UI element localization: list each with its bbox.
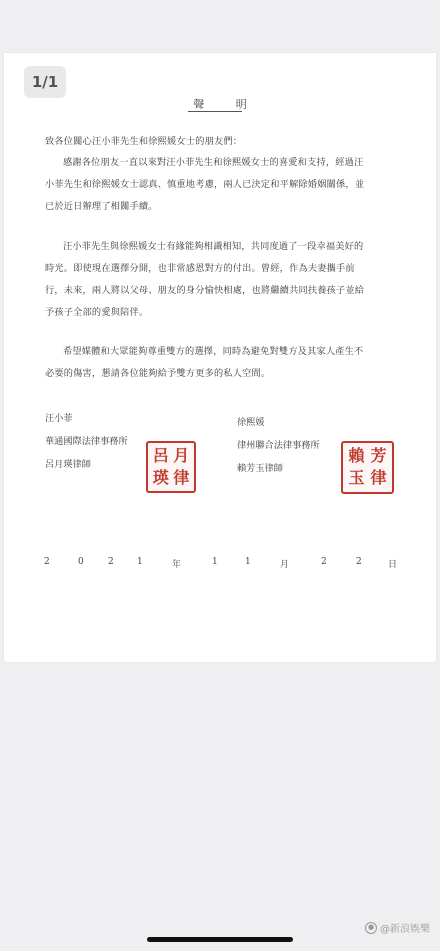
date-char: 0 xyxy=(78,557,84,567)
lawyer-name: 賴芳玉律師 xyxy=(237,463,283,474)
paragraph-1 xyxy=(45,152,401,218)
paragraph-line: 小菲先生和徐熙媛女士認真、慎重地考慮，兩人已決定和平解除婚姻關係，並 xyxy=(45,179,365,190)
date-char: 1 xyxy=(245,557,251,567)
date-char: 1 xyxy=(137,557,143,567)
date-char: 月 xyxy=(280,560,290,570)
seal-char: 呂 xyxy=(152,446,169,465)
weibo-logo-icon: ● xyxy=(365,922,377,934)
paragraph-2 xyxy=(45,236,401,324)
seal-char: 律 xyxy=(173,467,190,487)
paragraph-3 xyxy=(45,341,401,385)
date-char: 2 xyxy=(356,557,362,567)
seal-char: 玉 xyxy=(348,468,365,487)
seal-char: 律 xyxy=(370,468,387,487)
signatory-right xyxy=(237,411,320,480)
date-char: 日 xyxy=(388,560,398,570)
paragraph-line: 已於近日辦理了相關手續。 xyxy=(45,201,158,212)
page-indicator: 1/1 xyxy=(24,66,66,98)
document-title: 聲 明 xyxy=(193,98,261,111)
lawyer-seal-right xyxy=(341,441,394,494)
law-firm: 律州聯合法律事務所 xyxy=(237,440,320,451)
paragraph-line: 感謝各位朋友一直以來對汪小菲先生和徐熙媛女士的喜愛和支持，經過汪 xyxy=(63,157,364,168)
watermark-text: @新浪娛樂 xyxy=(380,924,430,935)
date-char: 2 xyxy=(108,557,114,567)
signatory-left xyxy=(45,407,128,476)
paragraph-line: 行，未來，兩人將以父母、朋友的身分愉快相處，也將繼續共同扶養孩子並給 xyxy=(45,285,365,296)
seal-char: 芳 xyxy=(370,446,387,465)
date-char: 1 xyxy=(212,557,218,567)
paragraph-line: 時光。即使現在選擇分開，也非常感恩對方的付出。曾經，作為夫妻攜手前 xyxy=(45,263,355,274)
home-indicator[interactable] xyxy=(147,937,293,942)
date-char: 2 xyxy=(321,557,327,567)
signatory-name: 汪小菲 xyxy=(45,413,73,424)
lawyer-seal-left xyxy=(146,441,196,493)
document-date xyxy=(40,557,400,573)
paragraph-line: 希望媒體和大眾能夠尊重雙方的選擇，同時為避免對雙方及其家人產生不 xyxy=(63,346,364,357)
law-firm: 華通國際法律事務所 xyxy=(45,436,128,447)
date-char: 2 xyxy=(44,557,50,567)
seal-char: 瑛 xyxy=(152,467,169,487)
salutation: 致各位關心汪小菲先生和徐熙媛女士的朋友們： xyxy=(45,136,243,147)
title-underline xyxy=(188,111,242,112)
date-char: 年 xyxy=(172,560,182,570)
paragraph-line: 予孩子全部的愛與陪伴。 xyxy=(45,307,149,318)
seal-char: 賴 xyxy=(348,446,365,465)
seal-char: 月 xyxy=(173,446,190,465)
signatory-name: 徐熙媛 xyxy=(237,417,265,428)
weibo-watermark xyxy=(365,920,430,935)
paragraph-line: 汪小菲先生與徐熙媛女士有緣能夠相識相知，共同度過了一段幸福美好的 xyxy=(63,241,364,252)
lawyer-name: 呂月瑛律師 xyxy=(45,459,91,470)
paragraph-line: 必要的傷害，懇請各位能夠給予雙方更多的私人空間。 xyxy=(45,368,271,379)
